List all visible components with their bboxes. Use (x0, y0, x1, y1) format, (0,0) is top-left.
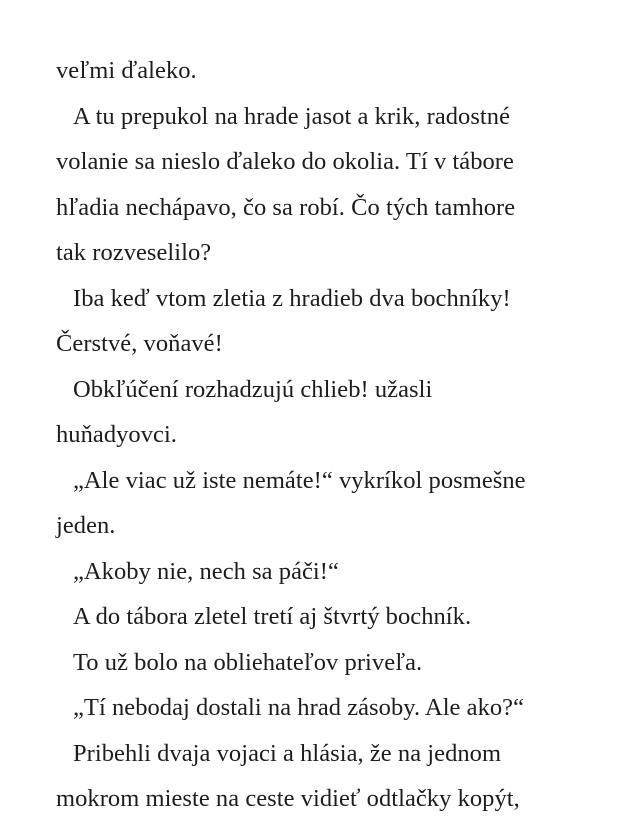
text-line: huňadyovci. (56, 421, 177, 448)
text-line: Pribehli dvaja vojaci a hlásia, že na jednom (73, 739, 502, 767)
text-line: „Akoby nie, nech sa páči!“ (73, 557, 339, 585)
body-text (56, 48, 616, 822)
text-line: To už bolo na obliehateľov priveľa. (73, 648, 423, 676)
text-line: jeden. (56, 512, 116, 539)
text-line: Čerstvé, voňavé! (56, 330, 223, 357)
text-line: volanie sa nieslo ďaleko do okolia. Tí v tábore (56, 148, 514, 175)
text-line: A do tábora zletel tretí aj štvrtý bochník. (73, 603, 472, 630)
text-line: Iba keď vtom zletia z hradieb dva bochníky! (73, 284, 511, 312)
text-line: „Ale viac už iste nemáte!“ vykríkol posmešne (73, 466, 526, 494)
text-line: veľmi ďaleko. (56, 57, 197, 84)
text-line: Obkľúčení rozhadzujú chlieb! užasli (73, 375, 433, 403)
text-line: tak rozveselilo? (56, 239, 212, 266)
text-line: mokrom mieste na ceste vidieť odtlačky kopýt, (56, 785, 520, 812)
text-line: „Tí nebodaj dostali na hrad zásoby. Ale ako?“ (73, 694, 525, 721)
text-line: hľadia nechápavo, čo sa robí. Čo tých tamhore (56, 193, 516, 221)
text-line: A tu prepukol na hrade jasot a krik, radostné (73, 102, 511, 130)
